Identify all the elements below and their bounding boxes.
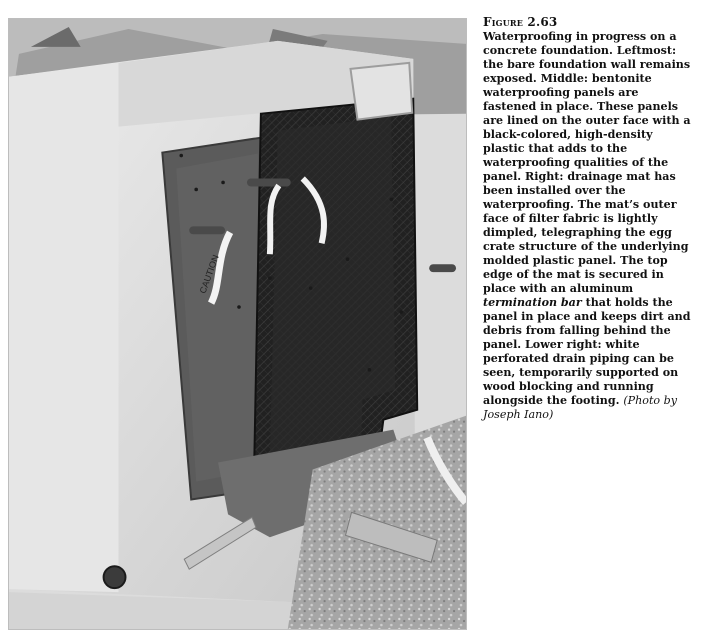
photo-credit: (Photo by Joseph Iano) (483, 394, 677, 421)
bolt-hole (104, 566, 126, 588)
rebar-stub-middle (247, 178, 291, 186)
caution-tape-text: CAUTION (197, 253, 221, 295)
bare-foundation-wall (9, 63, 119, 592)
foundation-photo (8, 18, 467, 630)
caption-italic-term: termination bar (483, 296, 582, 309)
caption-paragraph (483, 30, 695, 422)
rebar-stub-right (429, 264, 456, 272)
figure-label: Figure 2.63 (483, 15, 558, 29)
rebar-stub-left (189, 226, 225, 234)
termination-bar-block (351, 63, 413, 120)
figure-caption (483, 15, 695, 422)
caption-text-part-1: Waterproofing in progress on a concrete foundation. Leftmost: the bare foundation wall remains exposed. Middle: bentonite waterproofing panels are fastened in place. These panels are lined on the outer face with a black-colored, high-density plastic that adds to the waterproofing qualities of the panel. Right: drainage mat has been installed over the waterproofing. The mat’s outer face of filter fabric is lightly dimpled, telegraphing the egg crate structure of the underlying molded plastic panel. The top edge of the mat is secured in place with an aluminum (483, 30, 691, 295)
foundation-photo-illustration (9, 19, 466, 629)
caption-text-part-2: that holds the panel in place and keeps dirt and debris from falling behind the panel. Lower right: white perforated drain piping can be seen, temporarily supported on wood blocking and running alongside the footing. (483, 296, 691, 407)
